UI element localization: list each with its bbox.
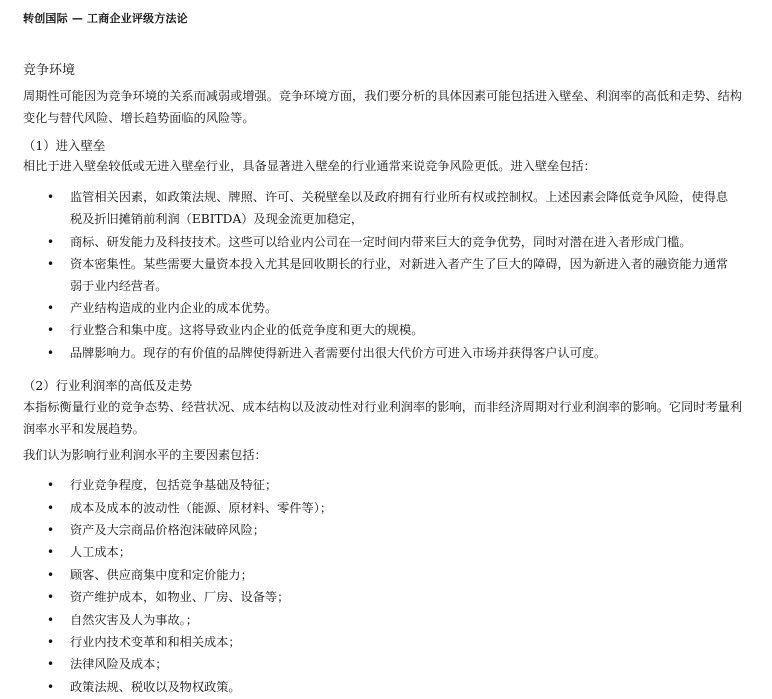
subheading-entry-barriers: （1）进入壁垒 xyxy=(23,138,106,153)
bullet-item xyxy=(0,319,736,341)
bullet-item xyxy=(0,631,736,653)
bullet-icon: • xyxy=(47,590,55,604)
bullet-text: 资本密集性。某些需要大量资本投入尤其是回收期长的行业，对新进入者产生了巨大的障碍，因为新进入者的融资能力通常弱于业内经营者。 xyxy=(70,257,729,293)
bullet-text: 成本及成本的波动性（能源、原材料、零件等）； xyxy=(70,501,333,515)
bullet-icon: • xyxy=(47,257,55,271)
bullet-item xyxy=(0,342,736,364)
bullet-text: 商标、研发能力及科技技术。这些可以给业内公司在一定时间内带来巨大的竞争优势，同时对潜在进入者形成门槛。 xyxy=(70,235,692,249)
bullet-icon: • xyxy=(47,613,55,627)
barriers-lead: 相比于进入壁垒较低或无进入壁垒行业，具备显著进入壁垒的行业通常来说竞争风险更低。进入壁垒包括： xyxy=(23,159,596,173)
bullet-item xyxy=(0,297,736,319)
bullet-item xyxy=(0,519,736,541)
bullet-item xyxy=(0,541,736,563)
subheading-profit-margin: （2）行业利润率的高低及走势 xyxy=(23,378,192,393)
bullet-icon: • xyxy=(47,323,55,337)
bullet-icon: • xyxy=(47,478,55,492)
bullet-text: 品牌影响力。现存的有价值的品牌使得新进入者需要付出很大代价方可进入市场并获得客户认可度。 xyxy=(70,346,607,360)
bullet-item xyxy=(0,609,736,631)
bullet-item xyxy=(0,564,736,586)
bullet-text: 人工成本； xyxy=(70,545,131,559)
bullet-item xyxy=(0,676,736,698)
bullet-text: 政策法规、税收以及物权政策。 xyxy=(70,680,241,694)
bullet-text: 法律风险及成本； xyxy=(70,657,168,671)
bullet-text: 自然灾害及人为事故。； xyxy=(70,613,198,627)
bullet-item xyxy=(0,474,736,496)
bullet-item xyxy=(0,253,736,297)
bullet-text: 资产及大宗商品价格泡沫破碎风险； xyxy=(70,523,265,537)
bullet-icon: • xyxy=(47,501,55,515)
bullet-icon: • xyxy=(47,346,55,360)
intro-paragraph: 周期性可能因为竞争环境的关系而减弱或增强。竞争环境方面，我们要分析的具体因素可能包括进入壁垒、利润率的高低和走势、结构变化与替代风险、增长趋势面临的风险等。 xyxy=(23,89,743,125)
section-title: 竞争环境 xyxy=(23,63,76,78)
bullet-icon: • xyxy=(47,235,55,249)
bullet-icon: • xyxy=(47,680,55,694)
bullet-icon: • xyxy=(47,523,55,537)
bullet-item xyxy=(0,231,736,253)
bullet-icon: • xyxy=(47,190,55,204)
bullet-item xyxy=(0,497,736,519)
profit-lead: 本指标衡量行业的竞争态势、经营状况、成本结构以及波动性对行业利润率的影响，而非经济周期对行业利润率的影响。它同时考量利润率水平和发展趋势。 xyxy=(23,400,743,436)
bullet-icon: • xyxy=(47,657,55,671)
bullet-item xyxy=(0,586,736,608)
bullet-icon: • xyxy=(47,568,55,582)
bullet-icon: • xyxy=(47,301,55,315)
bullet-text: 行业竞争程度，包括竞争基础及特征； xyxy=(70,478,278,492)
bullet-item xyxy=(0,186,736,230)
bullet-text: 顾客、供应商集中度和定价能力； xyxy=(70,568,253,582)
bullet-icon: • xyxy=(47,635,55,649)
bullet-text: 行业内技术变革和和相关成本； xyxy=(70,635,241,649)
bullet-item xyxy=(0,653,736,675)
bullet-text: 监管相关因素，如政策法规、牌照、许可、关税壁垒以及政府拥有行业所有权或控制权。上述因素会降低竞争风险，使得息税及折旧摊销前利润（EBITDA）及现金流更加稳定， xyxy=(70,190,729,226)
document-header: 转创国际 — 工商企业评级方法论 xyxy=(23,12,188,25)
bullet-text: 产业结构造成的业内企业的成本优势。 xyxy=(70,301,278,315)
bullet-icon: • xyxy=(47,545,55,559)
factors-lead: 我们认为影响行业利润水平的主要因素包括： xyxy=(23,448,267,462)
bullet-text: 资产维护成本，如物业、厂房、设备等； xyxy=(70,590,290,604)
bullet-text: 行业整合和集中度。这将导致业内企业的低竞争度和更大的规模。 xyxy=(70,323,424,337)
